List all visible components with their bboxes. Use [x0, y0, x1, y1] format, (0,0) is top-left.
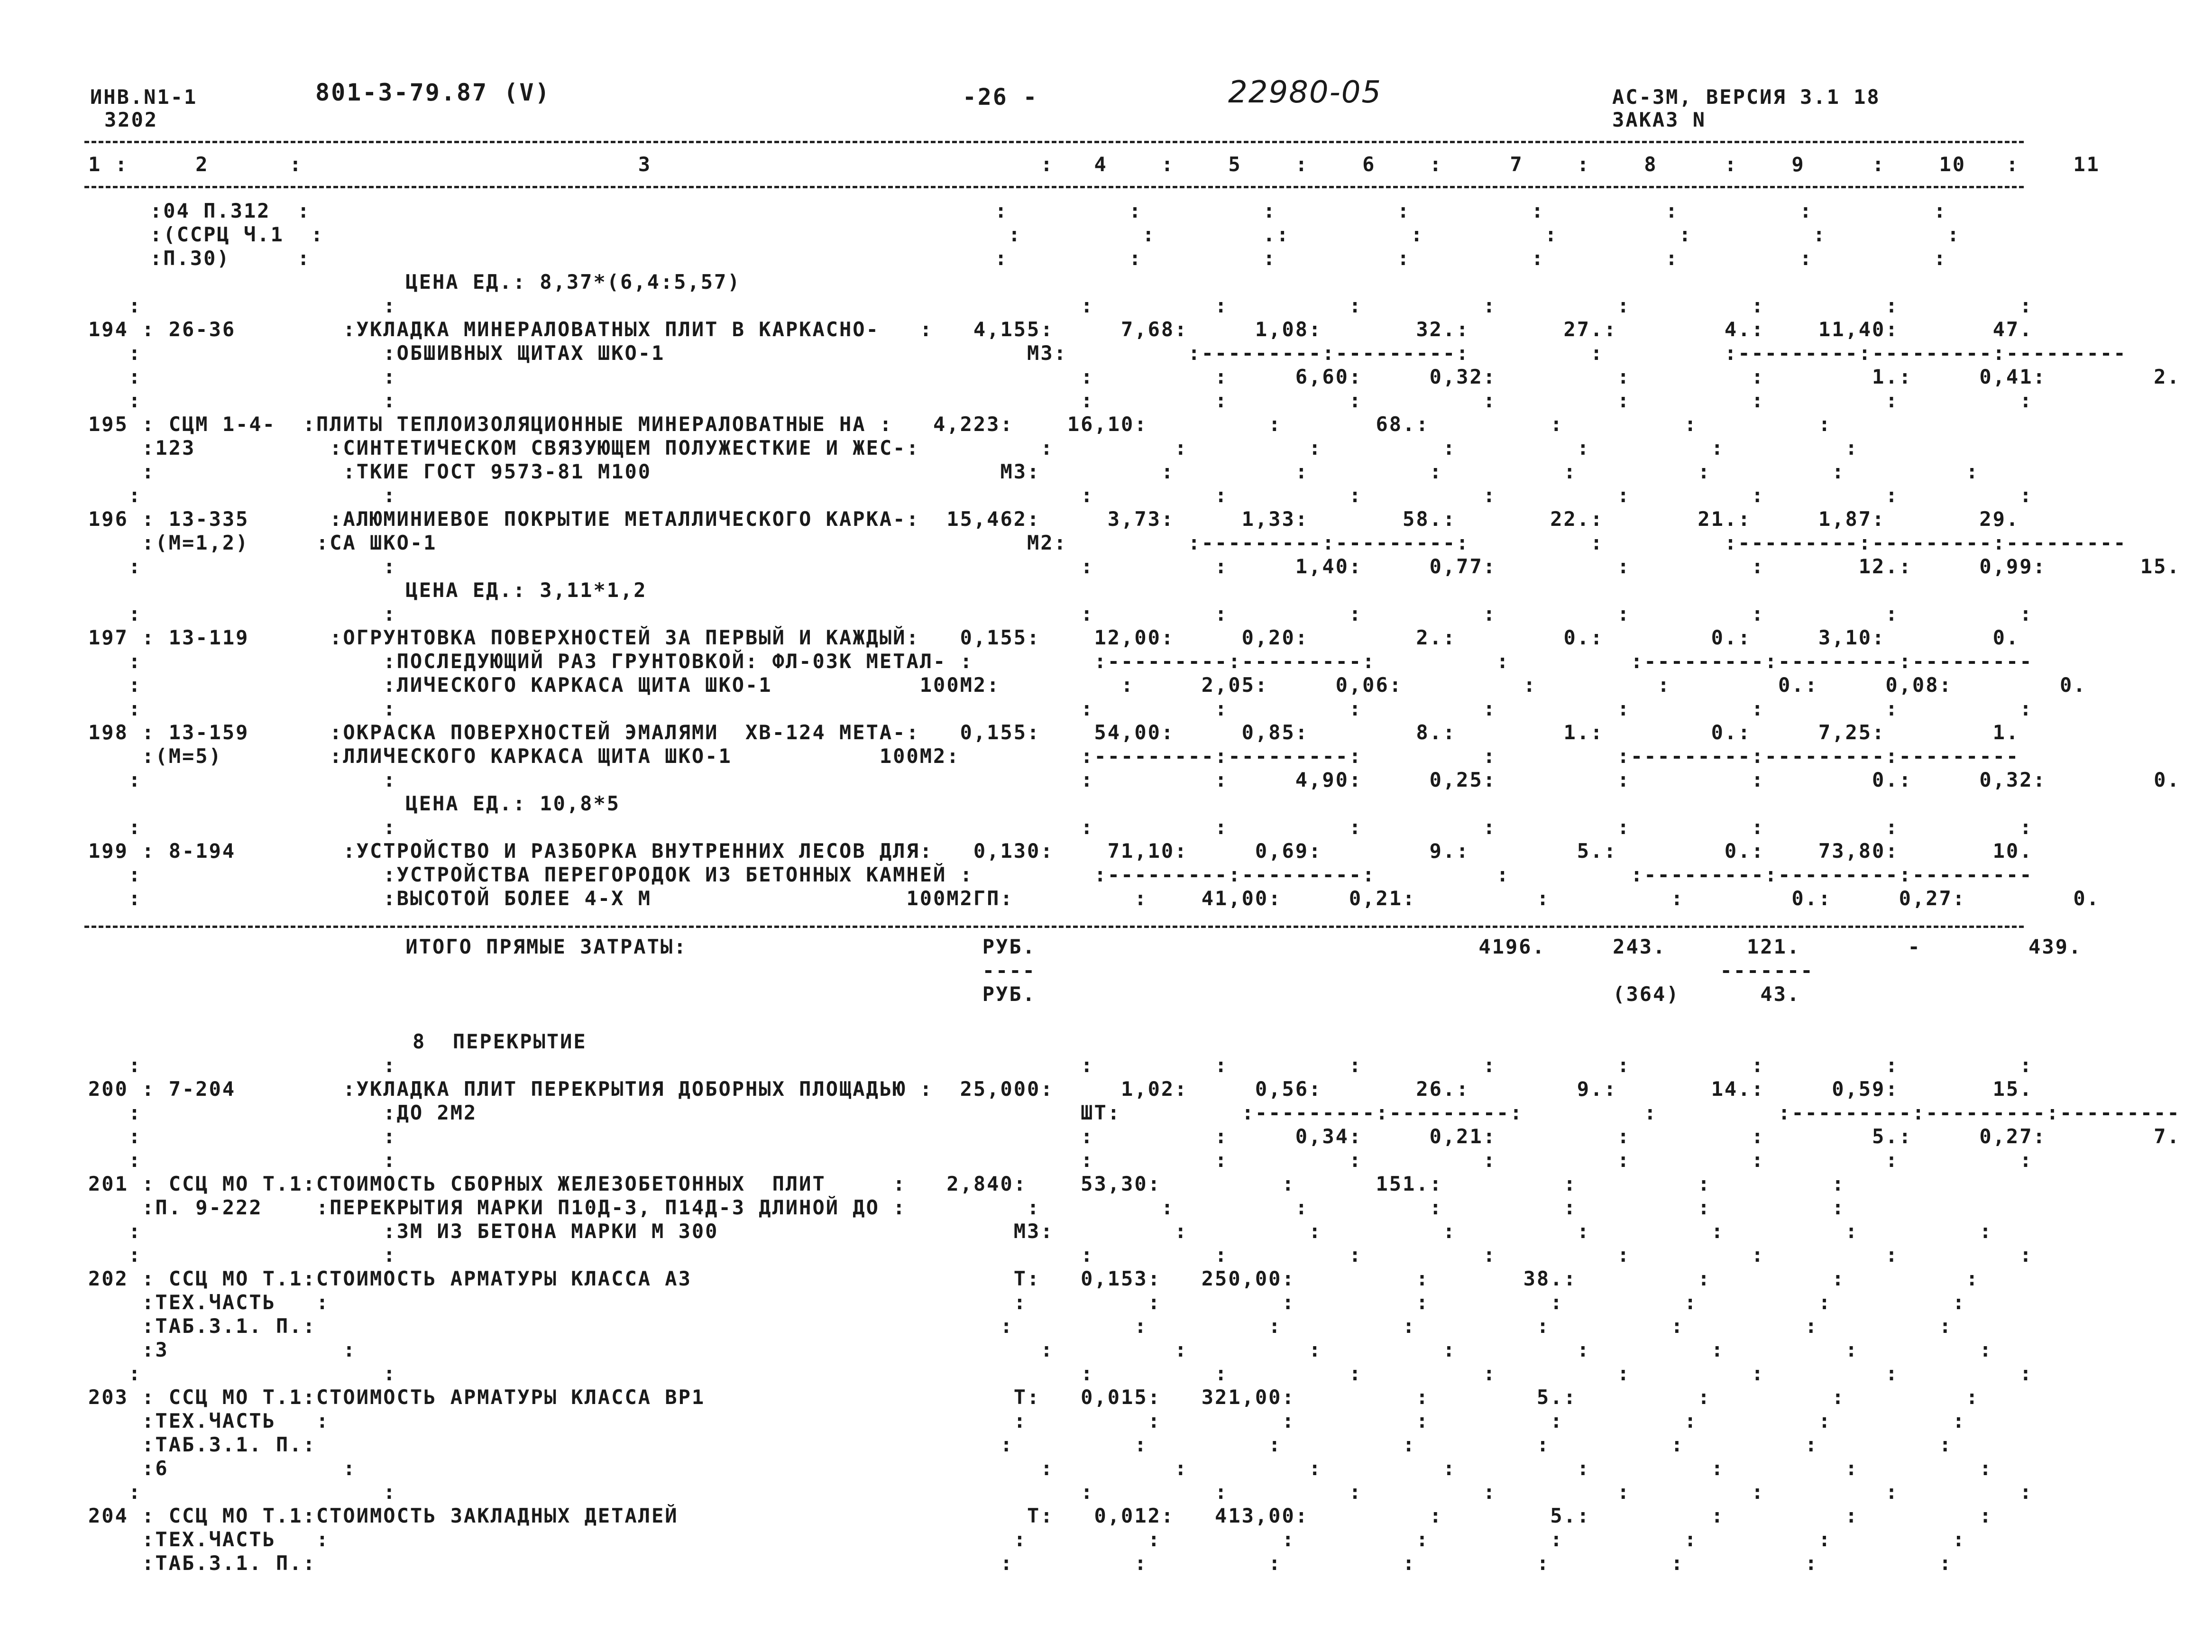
table-row: : : : : : : : : : : — [88, 484, 2033, 507]
table-row: : :ПОСЛЕДУЮЩИЙ РАЗ ГРУНТОВКОЙ: ФЛ-03К МЕТАЛ- : :---------:---------: : :---------:---------:--------- — [88, 650, 2033, 673]
handwritten-order-number: 22980-05 — [1228, 75, 1382, 110]
table-row: :(М=1,2) :СА ШКО-1 М2: :---------:---------: : :---------:---------:--------- — [88, 531, 2127, 554]
table-row: :П. 9-222 :ПЕРЕКРЫТИЯ МАРКИ П10Д-3, П14Д-3 ДЛИНОЙ ДО : : : : : : : : — [88, 1196, 1845, 1219]
table-row: :ТЕХ.ЧАСТЬ : : : : : : : : : — [88, 1291, 1966, 1314]
totals-second-line: РУБ. (364) 43. — [245, 982, 1801, 1006]
table-row: 197 : 13-119 :ОГРУНТОВКА ПОВЕРХНОСТЕЙ ЗА ПЕРВЫЙ И КАЖДЫЙ: 0,155: 12,00: 0,20: 2.: 0.: 0.: 3,10: 0. — [88, 626, 2020, 649]
totals-separator: ---- ------- — [245, 959, 1814, 982]
table-row: :(М=5) :ЛЛИЧЕСКОГО КАРКАСА ЩИТА ШКО-1 100М2: :---------:---------: : :---------:---------:--------- — [88, 744, 2020, 768]
table-row: : : : : : : : : : : — [88, 1362, 2033, 1385]
table-row: : : : : 1,40: 0,77: : : 12.: 0,99: 15. — [88, 555, 2181, 578]
table-row: :ТАБ.3.1. П.: : : : : : : : : — [88, 1314, 1953, 1338]
table-row: : :ДО 2М2 ШТ: :---------:---------: : :---------:---------:--------- — [88, 1101, 2181, 1124]
table-row: 194 : 26-36 :УКЛАДКА МИНЕРАЛОВАТНЫХ ПЛИТ В КАРКАСНО- : 4,155: 7,68: 1,08: 32.: 27.: 4.: 11,40: 47. — [88, 318, 2033, 341]
table-row: : :УСТРОЙСТВА ПЕРЕГОРОДОК ИЗ БЕТОННЫХ КАМНЕЙ : :---------:---------: : :---------:---------:--------- — [88, 863, 2033, 886]
direct-costs-total: ИТОГО ПРЯМЫЕ ЗАТРАТЫ: РУБ. 4196. 243. 121. - 439. — [245, 935, 2083, 958]
table-row: : : : : : : : : : : — [88, 1243, 2033, 1267]
table-row: : : : : 6,60: 0,32: : : 1.: 0,41: 2. — [88, 365, 2181, 388]
table-row: : : : : 0,34: 0,21: : : 5.: 0,27: 7. — [88, 1125, 2181, 1148]
table-row: ЦЕНА ЕД.: 10,8*5 — [245, 792, 621, 815]
totals-rule — [84, 926, 2024, 928]
table-row: : :ВЫСОТОЙ БОЛЕЕ 4-Х М 100М2ГП: : 41,00: 0,21: : : 0.: 0,27: 0. — [88, 887, 2100, 910]
table-row: : : : : : : : : : : — [88, 1480, 2033, 1504]
table-row: : : : : : : : : : : — [88, 294, 2033, 317]
table-row: 198 : 13-159 :ОКРАСКА ПОВЕРХНОСТЕЙ ЭМАЛЯМИ ХВ-124 МЕТА-: 0,155: 54,00: 0,85: 8.: 1.: 0.: 7,25: 1. — [88, 721, 2020, 744]
program-version: АС-3М, ВЕРСИЯ 3.1 18 — [1612, 85, 1881, 109]
table-row: 200 : 7-204 :УКЛАДКА ПЛИТ ПЕРЕКРЫТИЯ ДОБОРНЫХ ПЛОЩАДЬЮ : 25,000: 1,02: 0,56: 26.: 9.: 14.: 0,59: 15. — [88, 1077, 2033, 1101]
table-row: :3 : : : : : : : : : — [88, 1338, 1993, 1361]
table-row: :123 :СИНТЕТИЧЕСКОМ СВЯЗУЮЩЕМ ПОЛУЖЕСТКИЕ И ЖЕС-: : : : : : : : — [88, 436, 1859, 459]
page-number: -26 - — [963, 84, 1038, 110]
table-row: :ТЕХ.ЧАСТЬ : : : : : : : : : — [88, 1528, 1966, 1551]
document-code: 801-3-79.87 (V) — [315, 79, 551, 106]
header-rule-top — [84, 141, 2024, 143]
table-row: : : : : : : : : : : — [88, 1054, 2033, 1077]
table-row: : :ЛИЧЕСКОГО КАРКАСА ЩИТА ШКО-1 100М2: : 2,05: 0,06: : : 0.: 0,08: 0. — [88, 673, 2087, 697]
table-row: : : : : : : : : : : — [88, 389, 2033, 412]
table-row: 202 : ССЦ МО Т.1:СТОИМОСТЬ АРМАТУРЫ КЛАССА А3 Т: 0,153: 250,00: : 38.: : : : — [88, 1267, 1980, 1290]
table-row: : : : : 4,90: 0,25: : : 0.: 0,32: 0. — [88, 768, 2181, 791]
table-row: : :3М ИЗ БЕТОНА МАРКИ М 300 М3: : : : : : : : — [88, 1220, 1993, 1243]
column-number-row: 1 : 2 : 3 : 4 : 5 : 6 : 7 : 8 : 9 : 10 : 11 — [88, 153, 2100, 176]
table-row: 195 : СЦМ 1-4- :ПЛИТЫ ТЕПЛОИЗОЛЯЦИОННЫЕ МИНЕРАЛОВАТНЫЕ НА : 4,223: 16,10: : 68.: : : : — [88, 413, 1832, 436]
table-row: : : : : : : : : : : — [88, 697, 2033, 720]
table-row: : : : : : : : : : : — [88, 1148, 2033, 1172]
table-row: 201 : ССЦ МО Т.1:СТОИМОСТЬ СБОРНЫХ ЖЕЛЕЗОБЕТОННЫХ ПЛИТ : 2,840: 53,30: : 151.: : : : — [88, 1172, 1845, 1195]
table-row: :(ССРЦ Ч.1 : : : .: : : : : : — [150, 223, 1961, 246]
table-row: :04 П.312 : : : : : : : : : — [150, 199, 1947, 222]
table-row: : : : : : : : : : : — [88, 602, 2033, 625]
table-row: :ТЕХ.ЧАСТЬ : : : : : : : : : — [88, 1409, 1966, 1432]
table-row: : : : : : : : : : : — [88, 816, 2033, 839]
table-row: ЦЕНА ЕД.: 8,37*(6,4:5,57) — [245, 270, 741, 294]
table-row: :П.30) : : : : : : : : : — [150, 247, 1947, 270]
table-row: ЦЕНА ЕД.: 3,11*1,2 — [245, 578, 647, 602]
table-row: 199 : 8-194 :УСТРОЙСТВО И РАЗБОРКА ВНУТРЕННИХ ЛЕСОВ ДЛЯ: 0,130: 71,10: 0,69: 9.: 5.: 0.: 73,80: 10. — [88, 839, 2033, 863]
inventory-number: ИНВ.N1-1 — [90, 85, 198, 109]
table-row: :ТАБ.3.1. П.: : : : : : : : : — [88, 1433, 1953, 1456]
table-row: : :ТКИЕ ГОСТ 9573-81 М100 М3: : : : : : : : — [88, 460, 1980, 483]
header-rule-bottom — [84, 186, 2024, 188]
table-row: 203 : ССЦ МО Т.1:СТОИМОСТЬ АРМАТУРЫ КЛАССА ВР1 Т: 0,015: 321,00: : 5.: : : : — [88, 1386, 1980, 1409]
order-label: ЗАКАЗ N — [1612, 108, 1707, 131]
table-row: 196 : 13-335 :АЛЮМИНИЕВОЕ ПОКРЫТИЕ МЕТАЛЛИЧЕСКОГО КАРКА-: 15,462: 3,73: 1,33: 58.: 22.: 21.: 1,87: 29. — [88, 507, 2020, 531]
table-row: :6 : : : : : : : : : — [88, 1457, 1993, 1480]
table-row: 204 : ССЦ МО Т.1:СТОИМОСТЬ ЗАКЛАДНЫХ ДЕТАЛЕЙ Т: 0,012: 413,00: : 5.: : : : — [88, 1504, 1993, 1527]
inventory-number-value: 3202 — [104, 108, 158, 131]
section-title: 8 ПЕРЕКРЫТИЕ — [413, 1030, 587, 1053]
table-row: :ТАБ.3.1. П.: : : : : : : : : — [88, 1551, 1953, 1575]
table-row: : :ОБШИВНЫХ ЩИТАХ ШКО-1 М3: :---------:---------: : :---------:---------:--------- — [88, 341, 2127, 365]
